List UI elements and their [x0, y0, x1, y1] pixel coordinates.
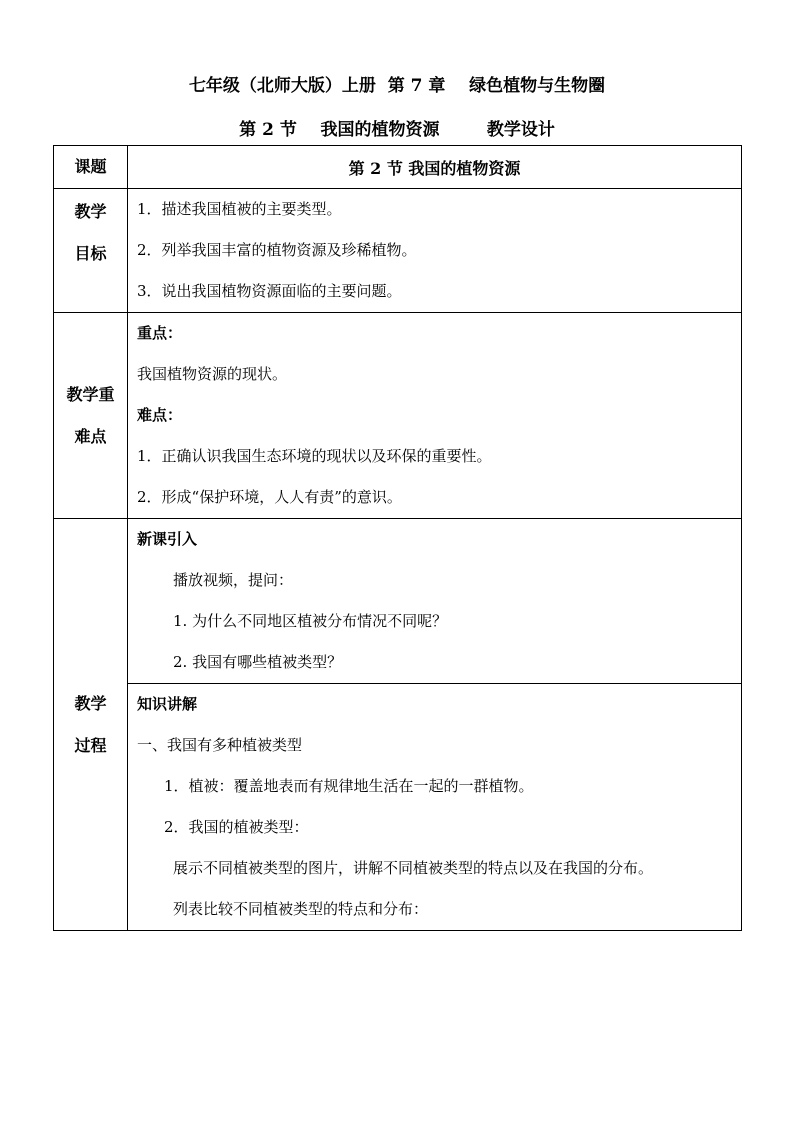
intro-line: 2. 我国有哪些植被类型？: [173, 653, 343, 671]
goals-label-line1: 教学: [74, 201, 107, 221]
key-points-content: [128, 313, 742, 519]
knowledge-point: 1．植被：覆盖地表而有规律地生活在一起的一群植物。: [164, 777, 534, 795]
document-subtitle: 第 2 节 我国的植物资源 教学设计: [239, 120, 555, 140]
table-row-goals: [54, 189, 742, 313]
intro-line: 1. 为什么不同地区植被分布情况不同呢？: [173, 612, 448, 630]
table-row-key-points: [54, 313, 742, 519]
process-label-line1: 教学: [74, 693, 107, 713]
table-row-process-intro: [54, 519, 742, 684]
difficulty-item: 1．正确认识我国生态环境的现状以及环保的重要性。: [137, 447, 492, 465]
key-points-label-line1: 教学重: [66, 384, 115, 404]
lesson-plan-table: [53, 145, 742, 931]
topic-label: 课题: [54, 146, 128, 189]
intro-line: 播放视频，提问：: [173, 571, 294, 589]
key-text: 我国植物资源的现状。: [137, 365, 288, 383]
document-title: 七年级（北师大版）上册 第 7 章 绿色植物与生物圈: [188, 76, 606, 96]
difficulty-item: 2．形成“保护环境，人人有责”的意识。: [137, 488, 402, 506]
goal-item: 1．描述我国植被的主要类型。: [137, 200, 342, 218]
knowledge-point: 2．我国的植被类型：: [164, 818, 309, 836]
knowledge-heading: 知识讲解: [137, 695, 198, 713]
knowledge-last-line: 列表比较不同植被类型的特点和分布：: [173, 900, 429, 918]
knowledge-content: [128, 684, 742, 931]
goals-content: [128, 189, 742, 313]
process-label-line2: 过程: [74, 735, 107, 755]
table-row-topic: [54, 146, 742, 189]
intro-content: [128, 519, 742, 684]
table-row-process-knowledge: [54, 684, 742, 931]
key-points-label: [54, 313, 128, 519]
intro-heading: 新课引入: [137, 530, 198, 548]
knowledge-paragraph: 展示不同植被类型的图片，讲解不同植被类型的特点以及在我国的分布。: [173, 859, 654, 877]
key-heading: 重点：: [137, 324, 183, 342]
goal-item: 2．列举我国丰富的植物资源及珍稀植物。: [137, 241, 417, 259]
goals-label: [54, 189, 128, 313]
goal-item: 3．说出我国植物资源面临的主要问题。: [137, 282, 402, 300]
section-title: 一、我国有多种植被类型: [137, 736, 303, 754]
key-points-label-line2: 难点: [74, 426, 107, 446]
topic-value: 第 2 节 我国的植物资源: [128, 146, 742, 189]
process-label: [54, 519, 128, 931]
difficulty-heading: 难点：: [137, 406, 183, 424]
goals-label-line2: 目标: [74, 243, 107, 263]
